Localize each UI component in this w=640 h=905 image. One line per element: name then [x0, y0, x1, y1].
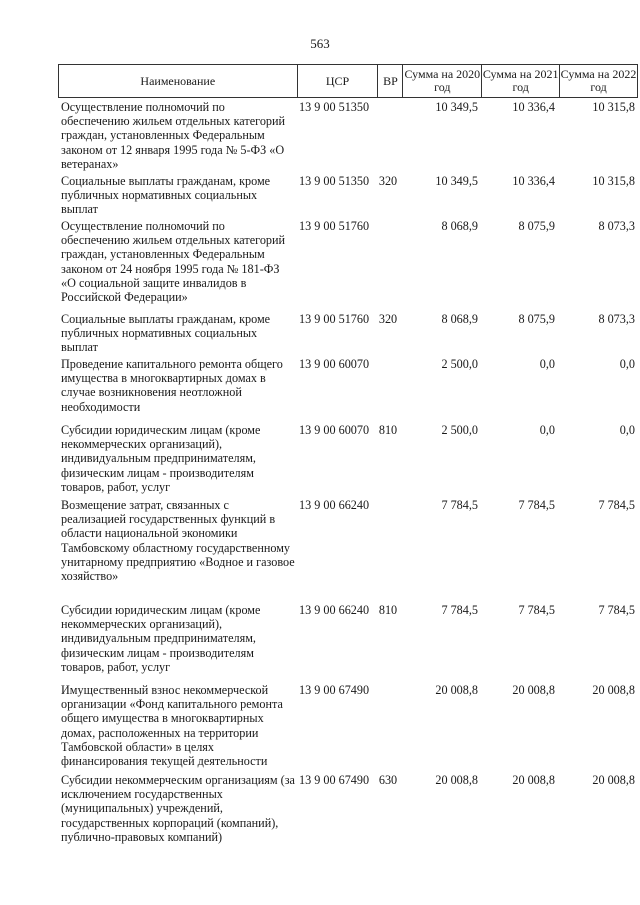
row-sum-2020: 8 068,9	[441, 219, 478, 233]
row-sum-2021: 8 075,9	[518, 312, 555, 326]
row-csr: 13 9 00 60070	[299, 423, 370, 437]
table-row	[58, 423, 638, 498]
row-sum-2022: 7 784,5	[598, 498, 635, 512]
table-row	[58, 603, 638, 683]
row-csr: 13 9 00 66240	[299, 498, 370, 512]
row-sum-2022: 8 073,3	[598, 219, 635, 233]
table-row	[58, 357, 638, 423]
row-name: Социальные выплаты гражданам, кроме публичных нормативных социальных выплат	[61, 174, 271, 217]
row-sum-2022: 8 073,3	[598, 312, 635, 326]
row-vr	[376, 100, 400, 174]
header-sum-2021: Сумма на 2021 год	[482, 65, 560, 97]
row-name: Осуществление полномочий по обеспечению жильем отдельных категорий граждан, установленных Федеральным законом от 12 января 1995 года № 5-ФЗ «О ветеранах»	[61, 100, 286, 171]
row-sum-2020: 8 068,9	[441, 312, 478, 326]
row-vr: 320	[378, 312, 398, 326]
page-number: 563	[310, 36, 330, 51]
row-csr: 13 9 00 67490	[299, 683, 370, 697]
row-csr: 13 9 00 67490	[299, 773, 370, 787]
row-sum-2020: 2 500,0	[441, 423, 478, 437]
row-name: Осуществление полномочий по обеспечению жильем отдельных категорий граждан, установленных Федеральным законом от 24 ноября 1995 года № 181-ФЗ «О социальной защите инвалидов в Российской Федерации»	[61, 219, 286, 305]
table-row	[58, 498, 638, 603]
row-sum-2021: 0,0	[539, 423, 555, 437]
row-sum-2021: 7 784,5	[518, 498, 555, 512]
row-vr	[376, 357, 400, 423]
row-sum-2020: 10 349,5	[435, 174, 478, 188]
row-csr: 13 9 00 66240	[299, 603, 370, 617]
row-sum-2022: 20 008,8	[592, 773, 635, 787]
row-sum-2021: 20 008,8	[512, 773, 555, 787]
row-sum-2020: 20 008,8	[435, 683, 478, 697]
table-row	[58, 683, 638, 773]
table-header	[58, 64, 638, 98]
row-sum-2021: 8 075,9	[518, 219, 555, 233]
row-csr: 13 9 00 51350	[299, 174, 370, 188]
row-name: Имущественный взнос некоммерческой организации «Фонд капитального ремонта общего имущества в многоквартирных домах, расположенных на территории Тамбовской области» в целях финансирования текущей деятельности	[61, 683, 283, 769]
row-csr: 13 9 00 51760	[299, 312, 370, 326]
row-vr: 320	[378, 174, 398, 188]
row-sum-2022: 10 315,8	[592, 174, 635, 188]
row-vr	[376, 498, 400, 603]
row-name: Субсидии юридическим лицам (кроме некоммерческих организаций), индивидуальным предпринимателям, физическим лицам - производителям товаров, работ, услуг	[61, 423, 261, 494]
header-csr: ЦСР	[298, 65, 379, 97]
row-sum-2021: 10 336,4	[512, 174, 555, 188]
row-csr: 13 9 00 60070	[299, 357, 370, 371]
row-sum-2022: 7 784,5	[598, 603, 635, 617]
header-name: Наименование	[59, 65, 298, 97]
table-row	[58, 773, 638, 853]
row-vr: 630	[378, 773, 398, 787]
row-sum-2020: 7 784,5	[441, 603, 478, 617]
row-sum-2022: 0,0	[619, 357, 635, 371]
row-name: Субсидии некоммерческим организациям (за исключением государственных (муниципальных) учреждений, государственных корпораций (компаний), публично-правовых компаний)	[61, 773, 295, 844]
row-vr	[376, 219, 400, 312]
row-csr: 13 9 00 51350	[299, 100, 370, 114]
row-name: Возмещение затрат, связанных с реализацией государственных функций в области национальной экономики Тамбовскому областному государственному унитарному предприятию «Водное и газовое хозяйство»	[61, 498, 295, 584]
row-sum-2020: 10 349,5	[435, 100, 478, 114]
header-sum-2022: Сумма на 2022 год	[560, 67, 637, 94]
row-sum-2022: 10 315,8	[592, 100, 635, 114]
header-vr: ВР	[378, 65, 403, 97]
row-name: Социальные выплаты гражданам, кроме публичных нормативных социальных выплат	[61, 312, 271, 355]
row-sum-2021: 0,0	[539, 357, 555, 371]
row-sum-2022: 0,0	[619, 423, 635, 437]
table-body	[58, 100, 638, 853]
row-name: Субсидии юридическим лицам (кроме некоммерческих организаций), индивидуальным предпринимателям, физическим лицам - производителям товаров, работ, услуг	[61, 603, 261, 674]
row-sum-2021: 10 336,4	[512, 100, 555, 114]
table-row	[58, 312, 638, 357]
row-name: Проведение капитального ремонта общего имущества в многоквартирных домах в случае возникновения неотложной необходимости	[61, 357, 283, 414]
row-sum-2021: 20 008,8	[512, 683, 555, 697]
row-vr: 810	[378, 423, 398, 437]
table-row	[58, 100, 638, 174]
row-sum-2020: 20 008,8	[435, 773, 478, 787]
row-sum-2022: 20 008,8	[592, 683, 635, 697]
row-sum-2021: 7 784,5	[518, 603, 555, 617]
table-row	[58, 219, 638, 312]
row-vr	[376, 683, 400, 773]
row-sum-2020: 7 784,5	[441, 498, 478, 512]
row-vr: 810	[378, 603, 398, 617]
table-row	[58, 174, 638, 219]
header-sum-2020: Сумма на 2020 год	[403, 65, 482, 97]
row-sum-2020: 2 500,0	[441, 357, 478, 371]
row-csr: 13 9 00 51760	[299, 219, 370, 233]
